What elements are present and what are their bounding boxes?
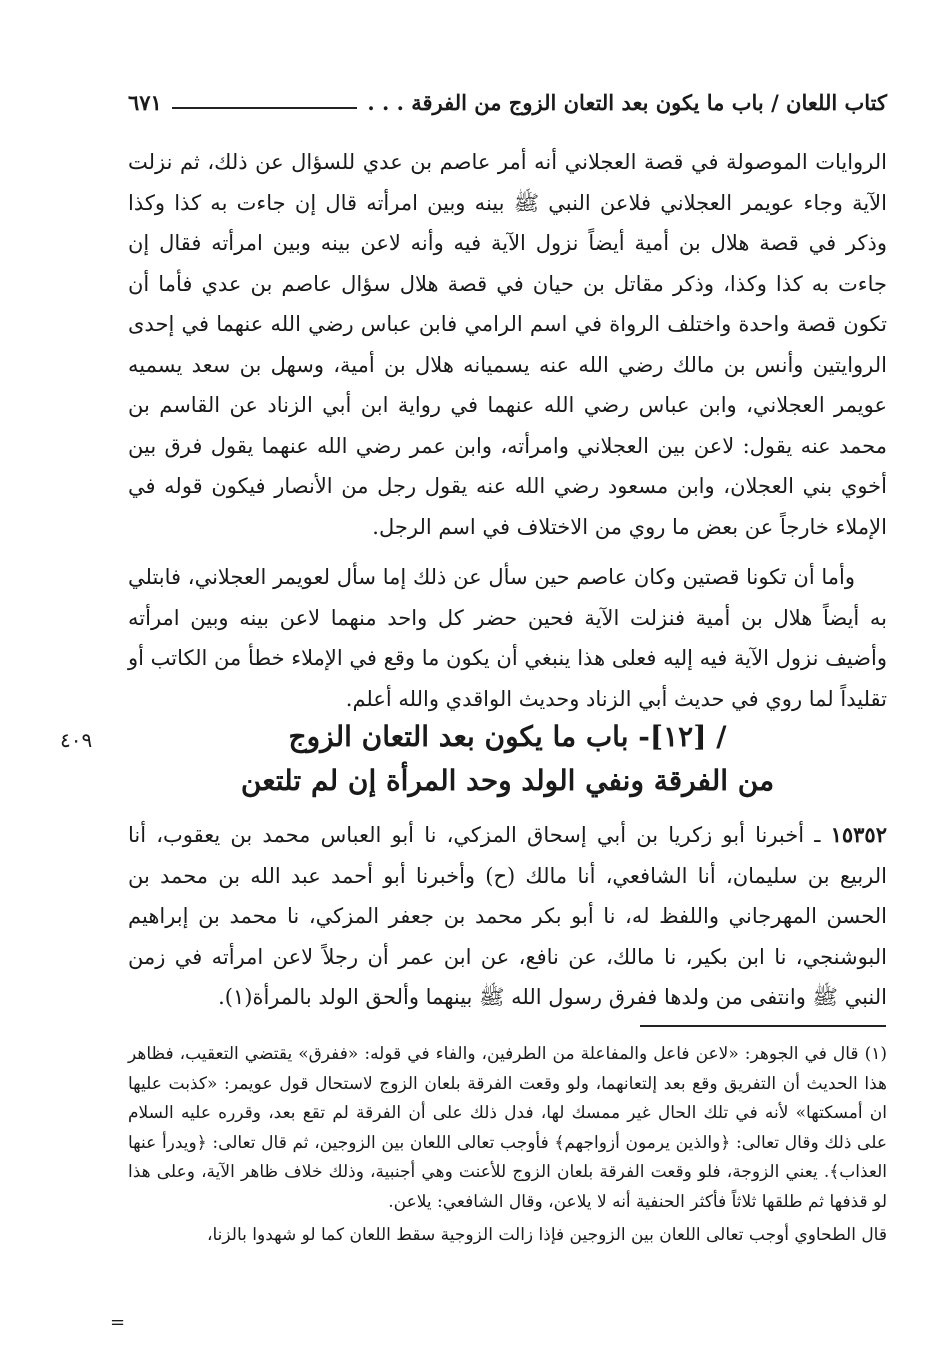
running-title: كتاب اللعان / باب ما يكون بعد التعان الزوج من الفرقة . . . (367, 89, 887, 115)
footnote-continuation: قال الطحاوي أوجب تعالى اللعان بين الزوجين فإذا زالت الزوجية سقط اللعان كما لو شهدوا بالزنا، (207, 1225, 887, 1245)
hadith-text: ـ أخبرنا أبو زكريا بن أبي إسحاق المزكي، نا أبو العباس محمد بن يعقوب، أنا الربيع بن سليمان، أنا الشافعي، أنا مالك (ح) وأخبرنا أبو أحمد عبد الله بن محمد بن الحسن المهرجاني واللفظ له، نا أبو بكر محمد بن جعفر المزكي، نا محمد بن إبراهيم البوشنجي، نا ابن بكير، نا مالك، عن نافع، عن ابن عمر أن رجلاً لاعن امرأته في زمن النبي ﷺ وانتفى من ولدها ففرق رسول الله ﷺ بينهما وألحق الولد بالمرأة(١). (128, 823, 887, 1009)
hadith-entry (128, 815, 887, 1018)
section-title-line-2: من الفرقة ونفي الولد وحد المرأة إن لم تلتعن (240, 764, 775, 797)
main-text (128, 142, 887, 719)
section-heading (128, 715, 887, 803)
page-number: ٦٧١ (128, 89, 162, 115)
hadith-number: ١٥٣٥٢ (830, 822, 887, 847)
margin-page-number: ٤٠٩ (60, 728, 93, 752)
footnote-separator (640, 1025, 886, 1027)
paragraph-2: وأما أن تكونا قصتين وكان عاصم حين سأل عن ذلك إما سأل لعويمر العجلاني، فابتلي به أيضاً هلال بن أمية فنزلت الآية فحين حضر كل واحد منهما لاعن بينه وبين امرأته وأضيف نزول الآية فيه إليه فعلى هذا ينبغي أن يكون ما وقع في الإملاء خطأ من الكاتب أو تقليداً لما روي في حديث أبي الزناد وحديث الواقدي والله أعلم. (128, 565, 887, 711)
section-title-line-1: / [١٢]- باب ما يكون بعد التعان الزوج (288, 720, 727, 753)
footnotes (128, 1040, 887, 1251)
footnote-1: (١) قال في الجوهر: «لاعن فاعل والمفاعلة من الطرفين، والفاء في قوله: «ففرق» يقتضي التعقيب، فظاهر هذا الحديث أن التفريق وقع بعد إلتعانهما، ولو وقعت الفرقة بلعان الزوج لاستحال قول عويمر: «كذبت عليها ان أمسكتها» لأنه في تلك الحال غير ممسك لها، فدل ذلك على أن الفرقة لم تقع بعد، وقرره عليه السلام على ذلك وقال تعالى: ﴿والذين يرمون أزواجهم﴾ فأوجب تعالى اللعان بين الزوجين، ثم قال تعالى: ﴿ويدرأ عنها العذاب﴾. يعني الزوجة، فلو وقعت الفرقة بلعان الزوج للأعنت وهي أجنبية، وذلك خلاف ظاهر الآية، وعلى هذا لو قذفها ثم طلقها ثلاثاً فأكثر الحنفية أنه لا يلاعن، وقال الشافعي: يلاعن. (128, 1044, 887, 1212)
continuation-mark: = (110, 1312, 126, 1333)
running-header (128, 82, 887, 122)
header-rule (172, 107, 357, 109)
paragraph-1: الروايات الموصولة في قصة العجلاني أنه أمر عاصم بن عدي للسؤال عن ذلك، ثم نزلت الآية وجاء عويمر العجلاني فلاعن النبي ﷺ بينه وبين امرأته قال إن جاءت به كذا وكذا وذكر في قصة هلال بن أمية أيضاً نزول الآية فيه وأنه لاعن بينه وبين امرأته فقال إن جاءت به كذا وكذا، وذكر مقاتل بن حيان في قصة هلال سؤال عاصم بن عدي فأما أن تكون قصة واحدة واختلف الرواة في اسم الرامي فابن عباس رضي الله عنهما في إحدى الروايتين وأنس بن مالك رضي الله عنه يسميانه هلال بن أمية، وسهل بن سعد يسميه عويمر العجلاني، وابن عباس رضي الله عنهما في رواية ابن أبي الزناد عن القاسم بن محمد عنه يقول: لاعن بين العجلاني وامرأته، وابن عمر رضي الله عنهما يقول فرق بين أخوي بني العجلان، وابن مسعود رضي الله عنه يقول رجل من الأنصار فيكون قوله في الإملاء خارجاً عن بعض ما روي من الاختلاف في اسم الرجل. (128, 150, 888, 539)
